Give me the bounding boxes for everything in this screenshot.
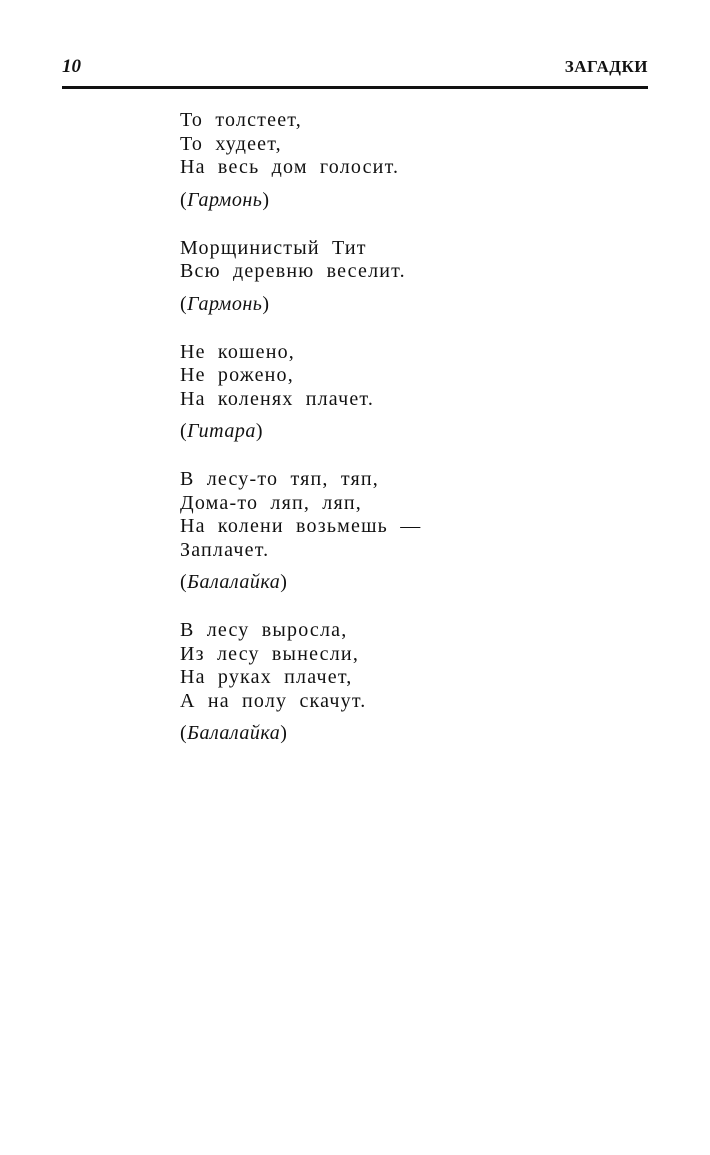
riddle-5	[180, 619, 600, 745]
page-number: 10	[62, 56, 81, 77]
riddle-line: То толстеет,	[180, 109, 302, 131]
riddle-1	[180, 109, 600, 212]
riddle-line: На колени возьмешь —	[180, 515, 422, 537]
riddle-answer: (Гармонь)	[180, 188, 270, 211]
riddle-answer: (Балалайка)	[180, 722, 288, 744]
riddle-3	[180, 341, 600, 444]
riddle-list	[180, 109, 600, 770]
riddle-4	[180, 468, 600, 594]
riddle-answer-word: Балалайка	[187, 571, 281, 593]
riddle-line: Не рожено,	[180, 364, 294, 386]
riddle-line: Не кошено,	[180, 340, 296, 363]
riddle-line: Морщинистый Тит	[180, 236, 367, 259]
riddle-line: Дома-то ляп, ляп,	[180, 491, 362, 514]
riddle-line: А на полу скачут.	[180, 689, 367, 712]
riddle-line: На коленях плачет.	[180, 387, 375, 410]
running-head-title: ЗАГАДКИ	[564, 57, 648, 76]
riddle-line: В лесу-то тяп, тяп,	[180, 468, 380, 490]
riddle-line: То худеет,	[180, 132, 282, 155]
riddle-answer: (Балалайка)	[180, 571, 288, 593]
riddle-answer: (Гармонь)	[180, 292, 270, 315]
riddle-line: Заплачет.	[180, 538, 270, 561]
riddle-answer-word: Балалайка	[187, 722, 281, 744]
riddle-answer-word: Гитара	[187, 420, 256, 442]
riddle-line: На руках плачет,	[180, 666, 353, 688]
riddle-line: Из лесу вынесли,	[180, 642, 360, 665]
riddle-answer: (Гитара)	[180, 420, 264, 442]
riddle-answer-word: Гармонь	[187, 188, 263, 211]
riddle-line: Всю деревню веселит.	[180, 260, 406, 282]
riddle-line: В лесу выросла,	[180, 619, 348, 641]
riddle-2	[180, 237, 600, 316]
header-rule	[62, 86, 648, 89]
riddle-line: На весь дом голосит.	[180, 156, 400, 178]
riddle-answer-word: Гармонь	[187, 292, 263, 315]
